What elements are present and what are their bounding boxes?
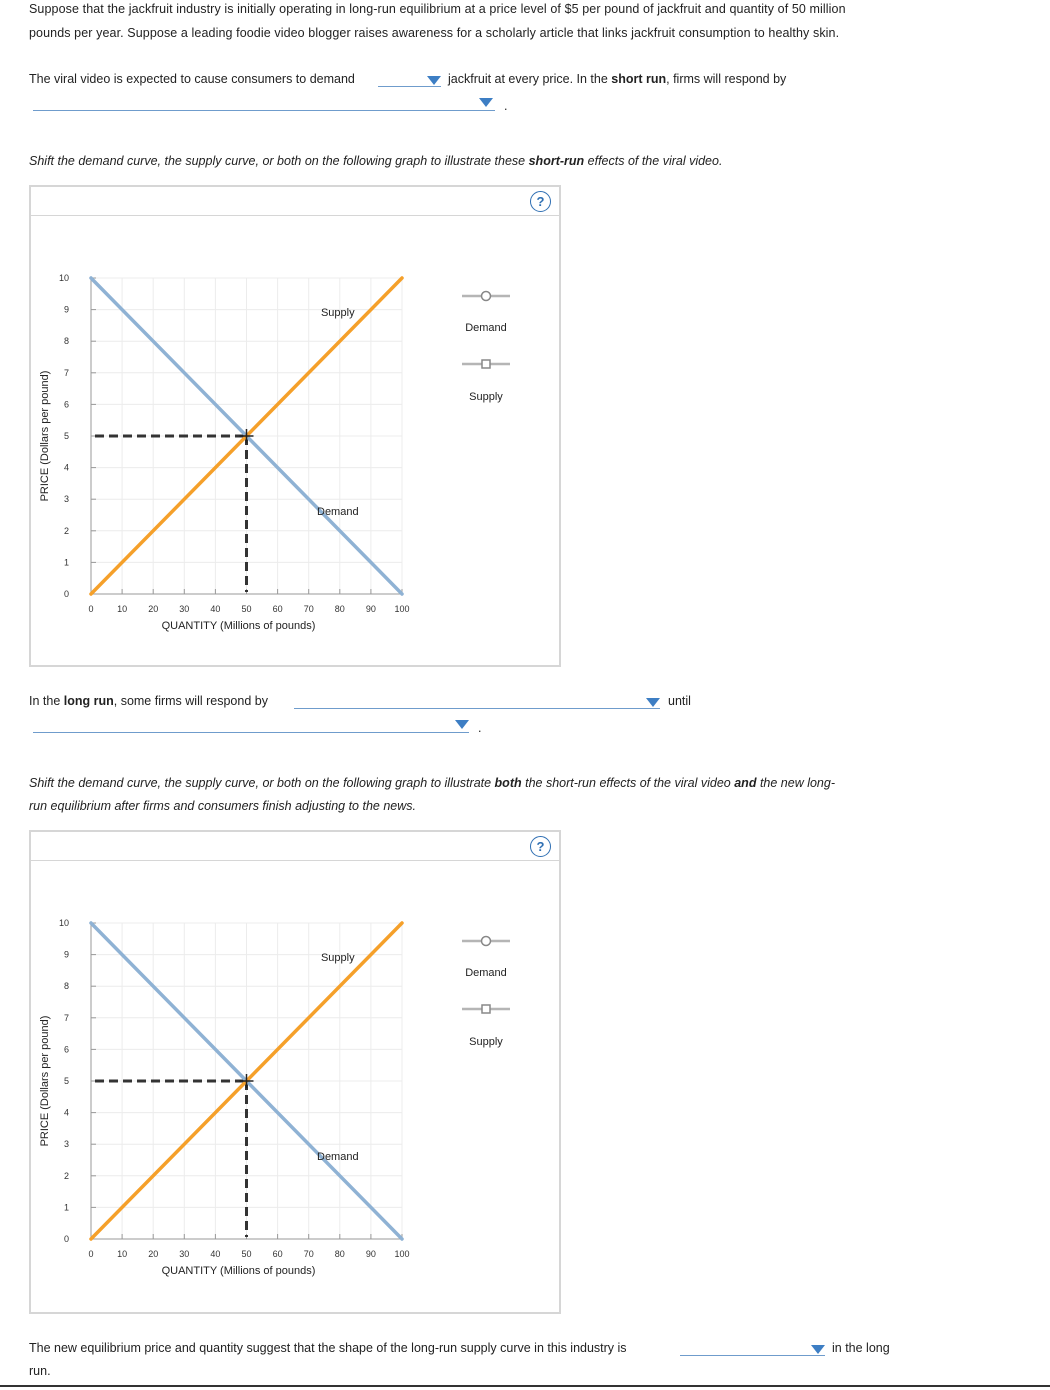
x-tick-label: 30 [179,1249,190,1259]
instruction-long-run-line-2: run equilibrium after firms and consumers finish adjusting to the news. [29,799,416,813]
x-tick-label: 80 [334,1249,345,1259]
long-run-supply-shape-dropdown[interactable] [680,1341,825,1356]
y-tick-label: 7 [63,1012,69,1023]
y-tick-label: 5 [63,431,69,441]
q1-text-before: The viral video is expected to cause consumers to demand [29,72,355,86]
q2-prompt: In the long run, some firms will respond by [29,694,268,708]
legend-demand-label: Demand [465,967,507,979]
y-tick-label: 4 [63,462,69,473]
x-tick-label: 50 [241,604,252,614]
dropdown-arrow-icon[interactable] [455,720,469,729]
supply-curve-label: Supply [320,951,355,964]
q3-prompt: The new equilibrium price and quantity suggest that the shape of the long-run supply curve in this industry is [29,1341,627,1355]
q3-line-2: run. [29,1364,51,1378]
y-tick-label: 5 [63,1076,69,1086]
y-tick-label: 7 [63,367,69,378]
intro-line-2: pounds per year. Suppose a leading foodie video blogger raises awareness for a scholarly article that links jackfruit consumption to healthy skin. [29,26,840,40]
legend-supply-label: Supply [469,1036,503,1048]
supply-demand-graph-2[interactable] [31,832,557,1310]
demand-curve-label: Demand [317,1151,359,1163]
x-tick-label: 100 [394,1249,410,1259]
x-tick-label: 90 [365,604,376,614]
y-tick-label: 6 [63,1044,69,1055]
page-bottom-rule [0,1385,1050,1387]
x-tick-label: 10 [117,1249,128,1259]
y-tick-label: 1 [63,557,69,568]
graph-panel-short-run [29,185,561,667]
y-tick-label: 0 [63,1234,69,1244]
supply-demand-graph-1[interactable] [31,187,557,663]
y-tick-label: 3 [63,1139,69,1150]
help-icon[interactable]: ? [530,191,551,212]
y-tick-label: 0 [63,589,69,599]
x-tick-label: 100 [394,604,410,614]
q3-after: in the long [832,1341,890,1355]
help-icon[interactable]: ? [530,836,551,857]
y-tick-label: 8 [63,336,69,347]
x-tick-label: 0 [88,1249,94,1259]
y-tick-label: 8 [63,981,69,992]
x-tick-label: 70 [303,604,314,614]
x-tick-label: 90 [365,1249,376,1259]
dropdown-arrow-icon[interactable] [479,98,493,107]
y-tick-label: 6 [63,399,69,410]
long-run-until-dropdown[interactable] [33,718,469,733]
x-axis-title: QUANTITY (Millions of pounds) [161,620,316,632]
y-tick-label: 1 [63,1202,69,1213]
instruction-short-run: Shift the demand curve, the supply curve, or both on the following graph to illustrate these short-run effects of the viral video. [29,154,723,168]
q2-until: until [668,694,691,708]
short-run-response-dropdown[interactable] [33,96,495,111]
intro-line-1: Suppose that the jackfruit industry is initially operating in long-run equilibrium at a price level of $5 per pound of jackfruit and quantity of 50 million [29,2,846,16]
legend-demand-label: Demand [465,322,507,334]
x-tick-label: 30 [179,604,190,614]
dropdown-arrow-icon[interactable] [427,76,441,85]
graph-panel-long-run [29,830,561,1314]
x-tick-label: 20 [148,604,159,614]
legend-supply-square-icon [482,360,490,368]
legend-demand-circle-icon [482,292,491,301]
demand-curve-label: Demand [317,506,359,518]
y-axis-title: PRICE (Dollars per pound) [39,370,51,502]
x-tick-label: 80 [334,604,345,614]
y-axis-title: PRICE (Dollars per pound) [39,1015,51,1147]
y-tick-label: 2 [63,525,69,536]
y-tick-label: 9 [63,949,69,960]
y-tick-label: 2 [63,1170,69,1181]
x-tick-label: 70 [303,1249,314,1259]
y-tick-label: 4 [63,1107,69,1118]
long-run-response-dropdown[interactable] [294,694,660,709]
x-tick-label: 50 [241,1249,252,1259]
y-tick-label: 10 [58,918,69,928]
instruction-long-run-line-1: Shift the demand curve, the supply curve, or both on the following graph to illustrate both the short-run effects of the viral video and the new long- [29,776,835,790]
q1-end-period: . [504,99,508,113]
intro-text [29,0,1019,45]
x-tick-label: 10 [117,604,128,614]
x-tick-label: 60 [272,604,283,614]
x-tick-label: 20 [148,1249,159,1259]
demand-change-dropdown[interactable] [378,72,441,87]
y-tick-label: 10 [58,273,69,283]
x-tick-label: 60 [272,1249,283,1259]
legend-demand-circle-icon [482,937,491,946]
y-tick-label: 9 [63,304,69,315]
dropdown-arrow-icon[interactable] [811,1345,825,1354]
q1-text-after: jackfruit at every price. In the short run, firms will respond by [448,72,787,86]
legend-supply-label: Supply [469,391,503,403]
x-tick-label: 0 [88,604,94,614]
y-tick-label: 3 [63,494,69,505]
x-tick-label: 40 [210,1249,221,1259]
supply-curve-label: Supply [320,306,355,319]
x-tick-label: 40 [210,604,221,614]
q1-prompt [29,70,355,88]
dropdown-arrow-icon[interactable] [646,698,660,707]
x-axis-title: QUANTITY (Millions of pounds) [161,1265,316,1277]
q2-end-period: . [478,721,482,735]
legend-supply-square-icon [482,1005,490,1013]
